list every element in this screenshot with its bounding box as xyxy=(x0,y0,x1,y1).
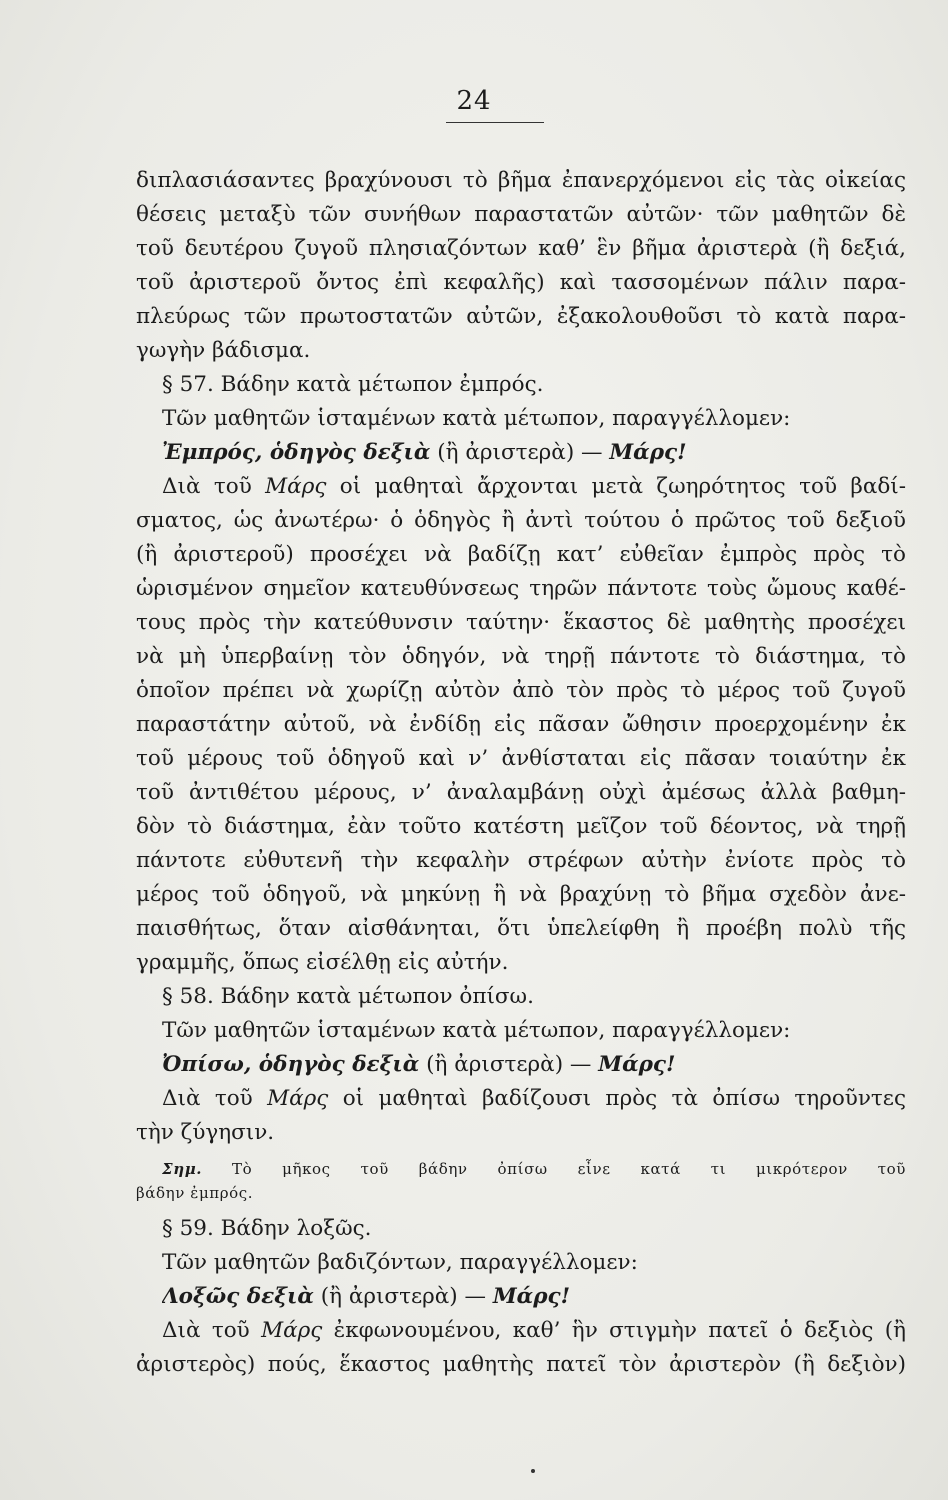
text-line: πάντοτε εὐθυτενῆ τὴν κεφαλὴν στρέφων αὐτὴν ἐνίοτε πρὸς τὸ xyxy=(136,848,906,873)
page-number-rule xyxy=(446,122,544,123)
text-line: Τῶν μαθητῶν βαδιζόντων, παραγγέλλομεν: xyxy=(162,1250,638,1275)
text-line: γωγὴν βάδισμα. xyxy=(136,338,311,363)
text-line xyxy=(162,1314,906,1348)
text-run-italic: Μάρς xyxy=(261,1318,323,1343)
text-line: ἀριστερὸς) πούς, ἕκαστος μαθητὴς πατεῖ τὸν ἀριστερὸν (ἢ δεξιὸν) xyxy=(136,1352,906,1377)
text-run: Διὰ τοῦ xyxy=(162,1318,262,1343)
command-line xyxy=(162,1048,906,1082)
text-line: παραστάτην αὐτοῦ, νὰ ἐνδίδῃ εἰς πᾶσαν ὤθησιν προερχομένην ἐκ xyxy=(136,712,906,737)
command-text: Ὀπίσω, ὁδηγὸς δεξιὰ xyxy=(162,1052,420,1077)
text-run: Διὰ τοῦ xyxy=(162,474,266,499)
text-run-italic: Μάρς xyxy=(267,1086,329,1111)
section-heading-57: § 57. Βάδην κατὰ μέτωπον ἐμπρός. xyxy=(162,372,544,397)
footnote-text: Τὸ μῆκος τοῦ βάδην ὀπίσω εἶνε κατά τι μικρότερον τοῦ xyxy=(202,1160,906,1178)
text-line xyxy=(162,1082,906,1116)
command-line xyxy=(162,1280,906,1314)
text-run: Διὰ τοῦ xyxy=(162,1086,268,1111)
command-march: Μάρς! xyxy=(492,1284,571,1309)
command-text: Ἐμπρός, ὁδηγὸς δεξιὰ xyxy=(162,440,431,465)
command-text: Λοξῶς δεξιὰ xyxy=(162,1284,314,1309)
text-line: Τῶν μαθητῶν ἱσταμένων κατὰ μέτωπον, παραγγέλλομεν: xyxy=(162,1018,791,1043)
text-line: δὸν τὸ διάστημα, ἐὰν τοῦτο κατέστη μεῖζον τοῦ δέοντος, νὰ τηρῇ xyxy=(136,814,906,839)
text-run: ἐκφωνουμένου, καθ’ ἣν στιγμὴν πατεῖ ὁ δεξιὸς (ἢ xyxy=(322,1318,906,1343)
text-line: διπλασιάσαντες βραχύνουσι τὸ βῆμα ἐπανερχόμενοι εἰς τὰς οἰκείας xyxy=(136,168,906,193)
command-march: Μάρς! xyxy=(609,440,687,465)
text-line: θέσεις μεταξὺ τῶν συνήθων παραστατῶν αὐτῶν· τῶν μαθητῶν δὲ xyxy=(136,202,906,227)
text-line: ὁποῖον πρέπει νὰ χωρίζῃ αὐτὸν ἀπὸ τὸν πρὸς τὸ μέρος τοῦ ζυγοῦ xyxy=(136,678,906,703)
text-line: τοῦ μέρους τοῦ ὁδηγοῦ καὶ ν’ ἀνθίσταται εἰς πᾶσαν τοιαύτην ἐκ xyxy=(136,746,906,771)
text-line: τοῦ δευτέρου ζυγοῦ πλησιαζόντων καθ’ ἓν βῆμα ἀριστερὰ (ἢ δεξιά, xyxy=(136,236,906,261)
command-march: Μάρς! xyxy=(598,1052,676,1077)
text-line: τους πρὸς τὴν κατεύθυνσιν ταύτην· ἕκαστος δὲ μαθητὴς προσέχει xyxy=(136,610,906,635)
command-alt: (ἢ ἀριστερὰ) — xyxy=(430,440,610,465)
text-line: ὡρισμένον σημεῖον κατευθύνσεως τηρῶν πάντοτε τοὺς ὤμους καθέ- xyxy=(136,576,906,601)
text-line: μέρος τοῦ ὁδηγοῦ, νὰ μηκύνῃ ἢ νὰ βραχύνῃ τὸ βῆμα σχεδὸν ἀνε- xyxy=(136,882,906,907)
text-line: σματος, ὡς ἀνωτέρω· ὁ ὁδηγὸς ἢ ἀντὶ τούτου ὁ πρῶτος τοῦ δεξιοῦ xyxy=(136,508,906,533)
text-line: πλεύρως τῶν πρωτοστατῶν αὐτῶν, ἐξακολουθοῦσι τὸ κατὰ παρα- xyxy=(136,304,906,329)
text-line: τὴν ζύγησιν. xyxy=(136,1120,275,1145)
text-line: γραμμῆς, ὅπως εἰσέλθῃ εἰς αὐτήν. xyxy=(136,950,509,975)
text-line: Τῶν μαθητῶν ἱσταμένων κατὰ μέτωπον, παραγγέλλομεν: xyxy=(162,406,791,431)
text-line: τοῦ ἀριστεροῦ ὄντος ἐπὶ κεφαλῆς) καὶ τασσομένων πάλιν παρα- xyxy=(136,270,906,295)
text-line: νὰ μὴ ὑπερβαίνῃ τὸν ὁδηγόν, νὰ τηρῇ πάντοτε τὸ διάστημα, τὸ xyxy=(136,644,906,669)
ink-speck xyxy=(531,1469,535,1473)
text-line: τοῦ ἀντιθέτου μέρους, ν’ ἀναλαμβάνῃ οὐχὶ ἀμέσως ἀλλὰ βαθμη- xyxy=(136,780,906,805)
footnote-line: βάδην ἐμπρός. xyxy=(136,1184,254,1202)
text-run-italic: Μάρς xyxy=(265,474,327,499)
section-heading-59: § 59. Βάδην λοξῶς. xyxy=(162,1216,372,1241)
section-heading-58: § 58. Βάδην κατὰ μέτωπον ὀπίσω. xyxy=(162,984,534,1009)
text-line: (ἢ ἀριστεροῦ) προσέχει νὰ βαδίζῃ κατ’ εὐθεῖαν ἐμπρὸς πρὸς τὸ xyxy=(136,542,906,567)
page-number: 24 xyxy=(456,86,492,116)
text-run: οἱ μαθηταὶ ἄρχονται μετὰ ζωηρότητος τοῦ βαδί- xyxy=(326,474,906,499)
footnote-label: Σημ. xyxy=(162,1160,203,1178)
command-line xyxy=(162,436,906,470)
text-line xyxy=(162,470,906,504)
command-alt: (ἢ ἀριστερὰ) — xyxy=(419,1052,599,1077)
command-alt: (ἢ ἀριστερὰ) — xyxy=(313,1284,493,1309)
text-run: οἱ μαθηταὶ βαδίζουσι πρὸς τὰ ὀπίσω τηροῦντες xyxy=(328,1086,906,1111)
text-line: παισθήτως, ὅταν αἰσθάνηται, ὅτι ὑπελείφθη ἢ προέβη πολὺ τῆς xyxy=(136,916,906,941)
